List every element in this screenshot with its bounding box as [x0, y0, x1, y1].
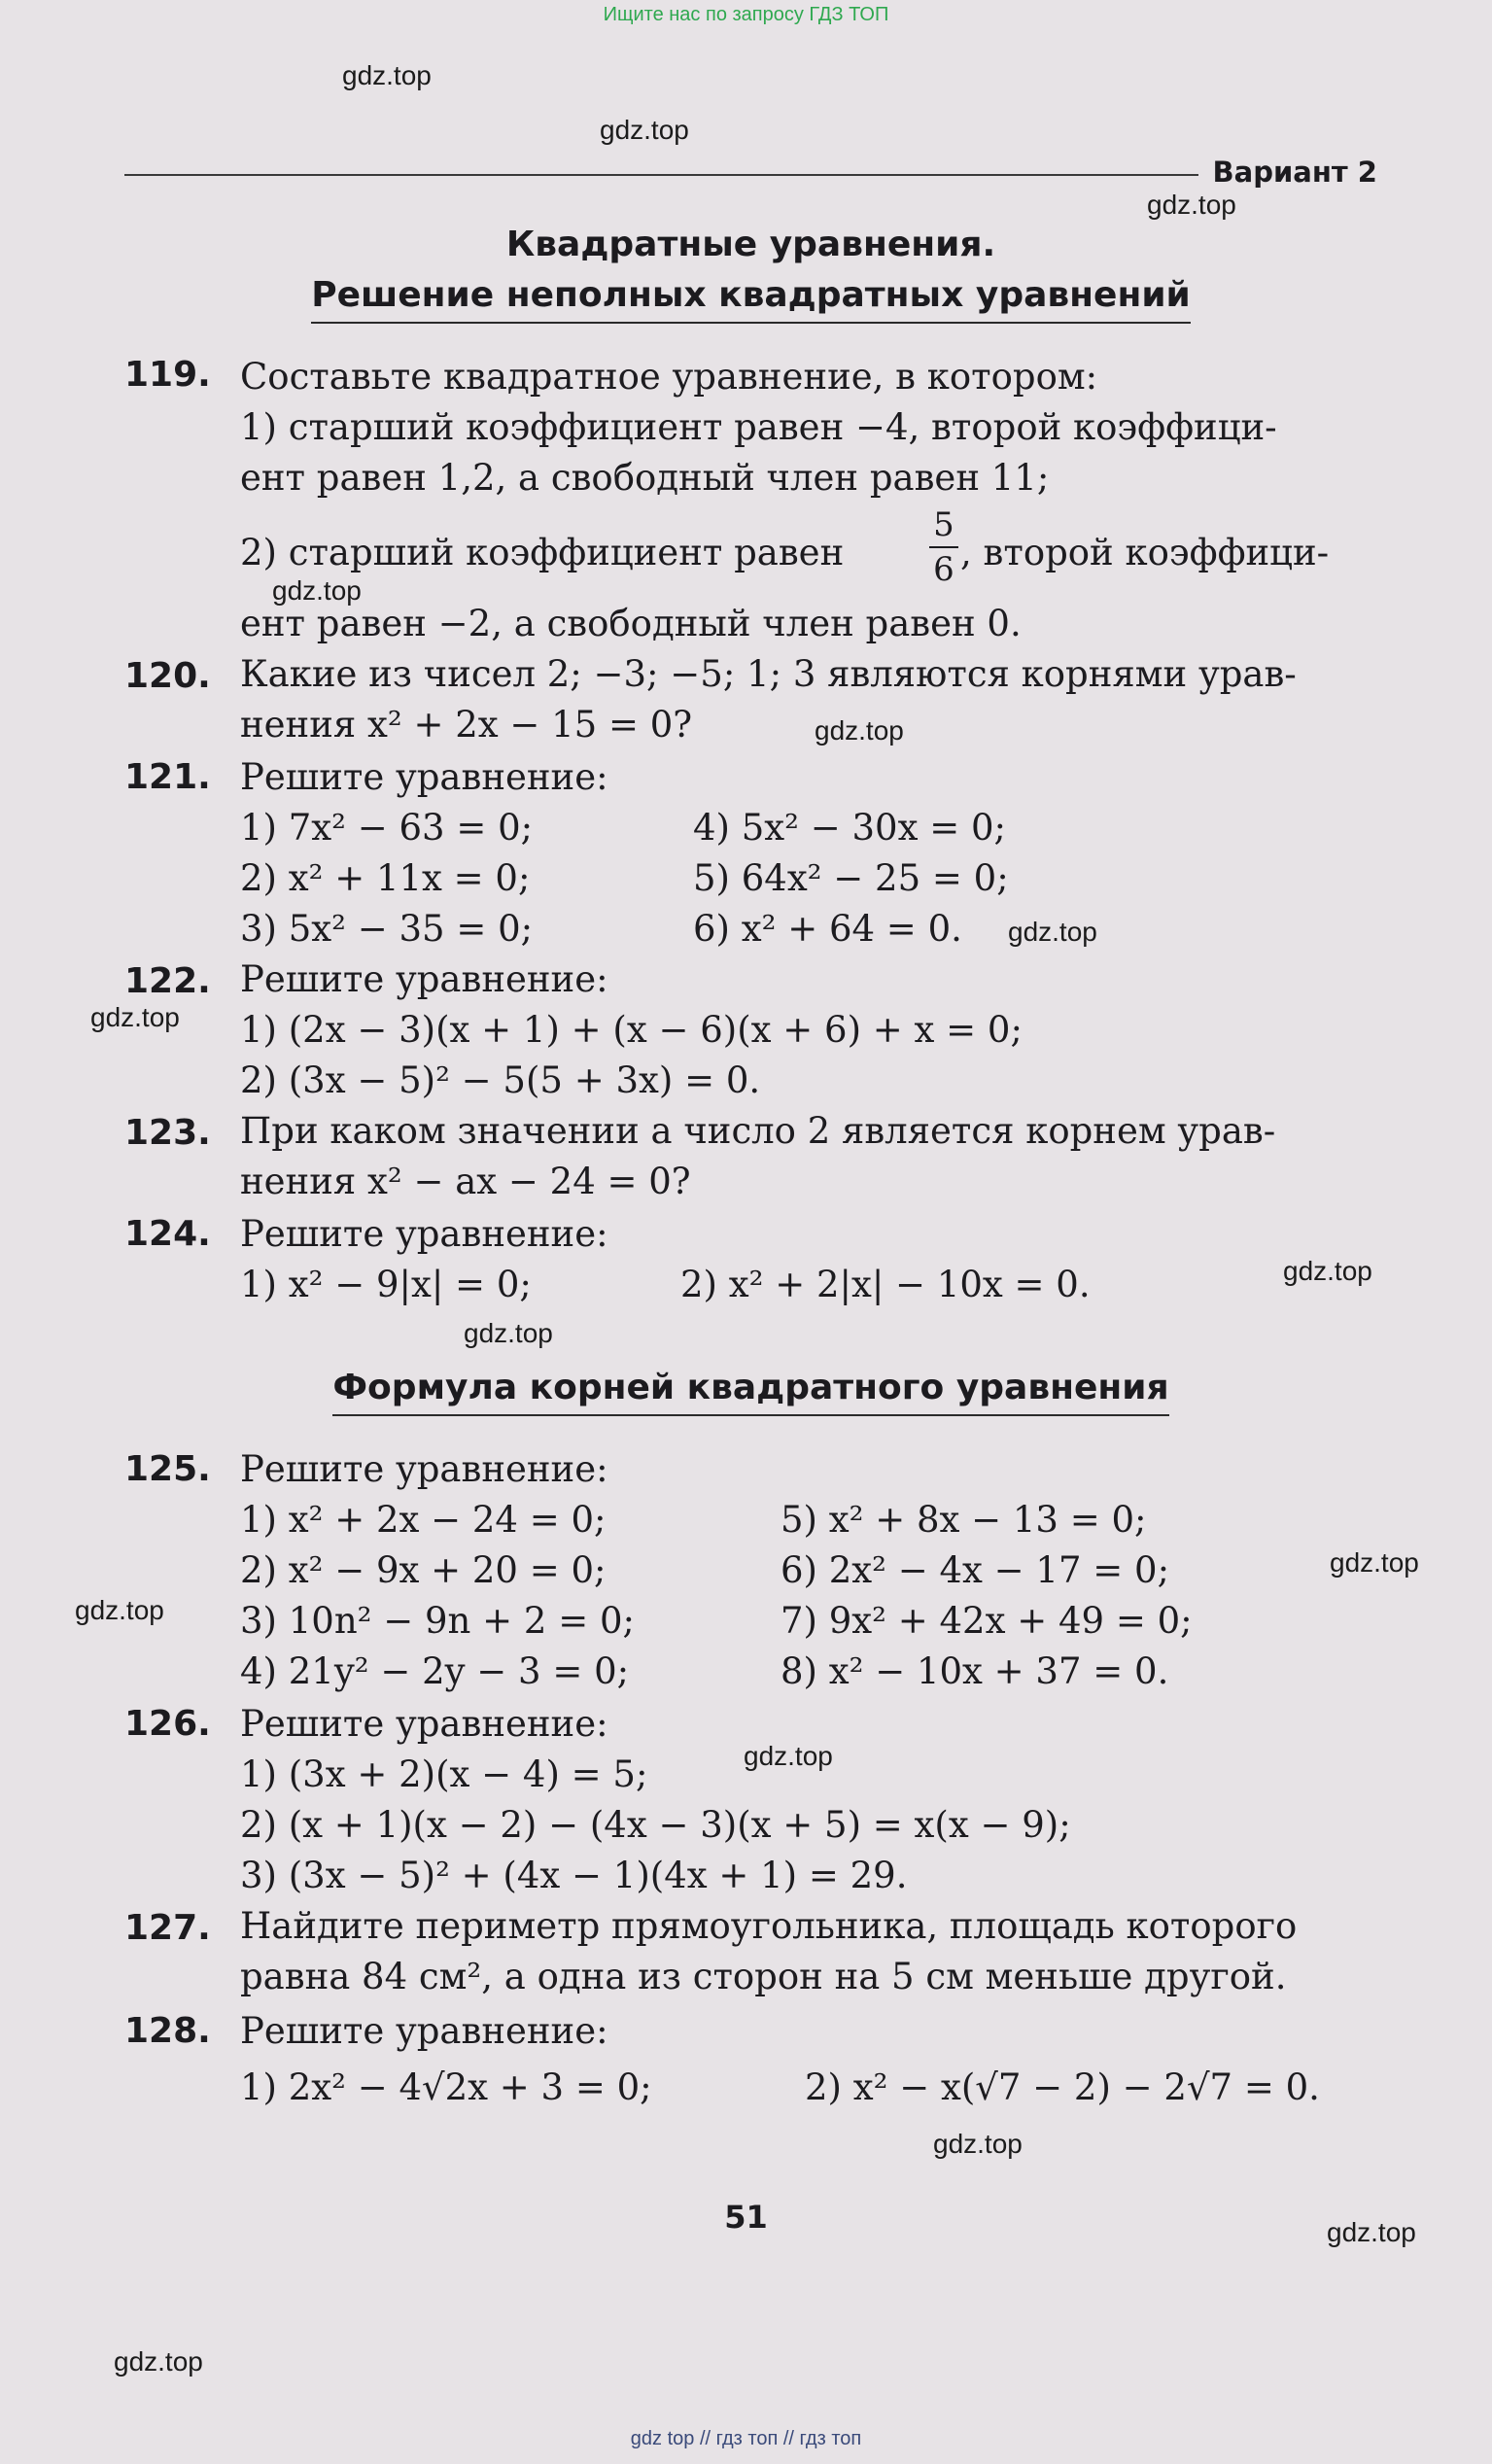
section-title-line2: Решение неполных квадратных уравнений: [311, 270, 1191, 324]
problem-item: 8) x² − 10x + 37 = 0.: [781, 1650, 1169, 1692]
top-banner: Ищите нас по запросу ГДЗ ТОП: [603, 4, 889, 25]
problem-item: 5) 64x² − 25 = 0;: [693, 857, 1009, 899]
problem-number: 124.: [124, 1214, 211, 1254]
problem-item: 2) (x + 1)(x − 2) − (4x − 3)(x + 5) = x(x − 9);: [240, 1804, 1071, 1846]
problem-item: 6) 2x² − 4x − 17 = 0;: [781, 1549, 1170, 1591]
problem-item: 3) (3x − 5)² + (4x − 1)(4x + 1) = 29.: [240, 1855, 908, 1896]
problem-text: Составьте квадратное уравнение, в котором:: [240, 356, 1098, 398]
variant-label: Вариант 2: [1212, 156, 1377, 189]
section-title-line1: Квадратные уравнения.: [505, 225, 996, 264]
problem-text: Решите уравнение:: [240, 2010, 608, 2052]
problem-item: 2) x² − 9x + 20 = 0;: [240, 1549, 607, 1591]
problem-item: 2) (3x − 5)² − 5(5 + 3x) = 0.: [240, 1059, 761, 1101]
problem-text: Решите уравнение:: [240, 1703, 608, 1745]
problem-text: ент равен 1,2, а свободный член равен 11;: [240, 457, 1050, 499]
page-number: 51: [724, 2199, 768, 2236]
problem-text: ент равен −2, а свободный член равен 0.: [240, 603, 1022, 644]
watermark: gdz.top: [75, 1595, 164, 1625]
watermark: gdz.top: [1008, 917, 1097, 947]
problem-text: Найдите периметр прямоугольника, площадь которого: [240, 1905, 1298, 1947]
problem-item: 1) x² + 2x − 24 = 0;: [240, 1499, 607, 1541]
problem-item: 3) 10n² − 9n + 2 = 0;: [240, 1600, 635, 1642]
problem-number: 120.: [124, 656, 211, 696]
problem-number: 119.: [124, 355, 211, 395]
problem-text: Какие из чисел 2; −3; −5; 1; 3 являются корнями урав-: [240, 653, 1297, 695]
problem-text: Решите уравнение:: [240, 958, 608, 1000]
watermark: gdz.top: [114, 2346, 203, 2377]
problem-item: 2) x² + 11x = 0;: [240, 857, 531, 899]
watermark: gdz.top: [1327, 2217, 1416, 2247]
section-title-line1: Формула корней квадратного уравнения: [332, 1363, 1168, 1416]
problem-text: При каком значении a число 2 является корнем урав-: [240, 1110, 1276, 1152]
problem-item: 1) (3x + 2)(x − 4) = 5;: [240, 1753, 648, 1795]
watermark: gdz.top: [272, 575, 362, 606]
problem-text: 1) старший коэффициент равен −4, второй коэффици-: [240, 406, 1277, 448]
section-title: [292, 220, 1210, 324]
problem-item: 1) 2x² − 4√2x + 3 = 0;: [240, 2066, 652, 2108]
problem-number: 123.: [124, 1113, 211, 1153]
problem-number: 121.: [124, 757, 211, 797]
problem-number: 126.: [124, 1704, 211, 1744]
problem-item: 1) x² − 9|x| = 0;: [240, 1264, 532, 1305]
problem-text: , второй коэффици-: [960, 532, 1330, 573]
problem-item: 3) 5x² − 35 = 0;: [240, 908, 534, 950]
problem-item: 1) (2x − 3)(x + 1) + (x − 6)(x + 6) + x = 0;: [240, 1009, 1023, 1051]
problem-text: нения x² + 2x − 15 = 0?: [240, 704, 693, 746]
watermark: gdz.top: [1147, 190, 1236, 220]
problem-number: 122.: [124, 961, 211, 1001]
problem-text: нения x² − ax − 24 = 0?: [240, 1161, 691, 1202]
problem-text: Решите уравнение:: [240, 1213, 608, 1255]
problem-item: 2) x² + 2|x| − 10x = 0.: [680, 1264, 1091, 1305]
watermark: gdz.top: [90, 1002, 180, 1032]
bottom-banner: gdz top // гдз топ // гдз топ: [630, 2428, 862, 2449]
watermark: gdz.top: [1330, 1547, 1419, 1578]
fraction-numerator: 5: [933, 505, 954, 544]
problem-text: Решите уравнение:: [240, 756, 608, 798]
watermark: gdz.top: [744, 1741, 833, 1771]
watermark: gdz.top: [600, 115, 689, 145]
fraction-bar: [929, 546, 958, 548]
problem-item: 4) 5x² − 30x = 0;: [693, 807, 1006, 849]
watermark: gdz.top: [1283, 1256, 1372, 1286]
problem-text: Решите уравнение:: [240, 1448, 608, 1490]
header-rule: [124, 174, 1198, 176]
problem-item: 5) x² + 8x − 13 = 0;: [781, 1499, 1147, 1541]
problem-item: 6) x² + 64 = 0.: [693, 908, 962, 950]
watermark: gdz.top: [815, 715, 904, 746]
problem-item: 2) x² − x(√7 − 2) − 2√7 = 0.: [805, 2066, 1320, 2108]
problem-number: 128.: [124, 2011, 211, 2051]
problem-number: 125.: [124, 1449, 211, 1489]
problem-number: 127.: [124, 1908, 211, 1948]
problem-item: 7) 9x² + 42x + 49 = 0;: [781, 1600, 1193, 1642]
problem-text: 2) старший коэффициент равен: [240, 532, 845, 573]
watermark: gdz.top: [342, 60, 432, 90]
problem-item: 1) 7x² − 63 = 0;: [240, 807, 534, 849]
fraction-denominator: 6: [933, 550, 954, 589]
fraction: [929, 505, 958, 589]
problem-text: равна 84 см², а одна из сторон на 5 см меньше другой.: [240, 1956, 1287, 1997]
watermark: gdz.top: [933, 2129, 1023, 2159]
problem-item: 4) 21y² − 2y − 3 = 0;: [240, 1650, 630, 1692]
section-title: [292, 1363, 1210, 1416]
watermark: gdz.top: [464, 1318, 553, 1348]
